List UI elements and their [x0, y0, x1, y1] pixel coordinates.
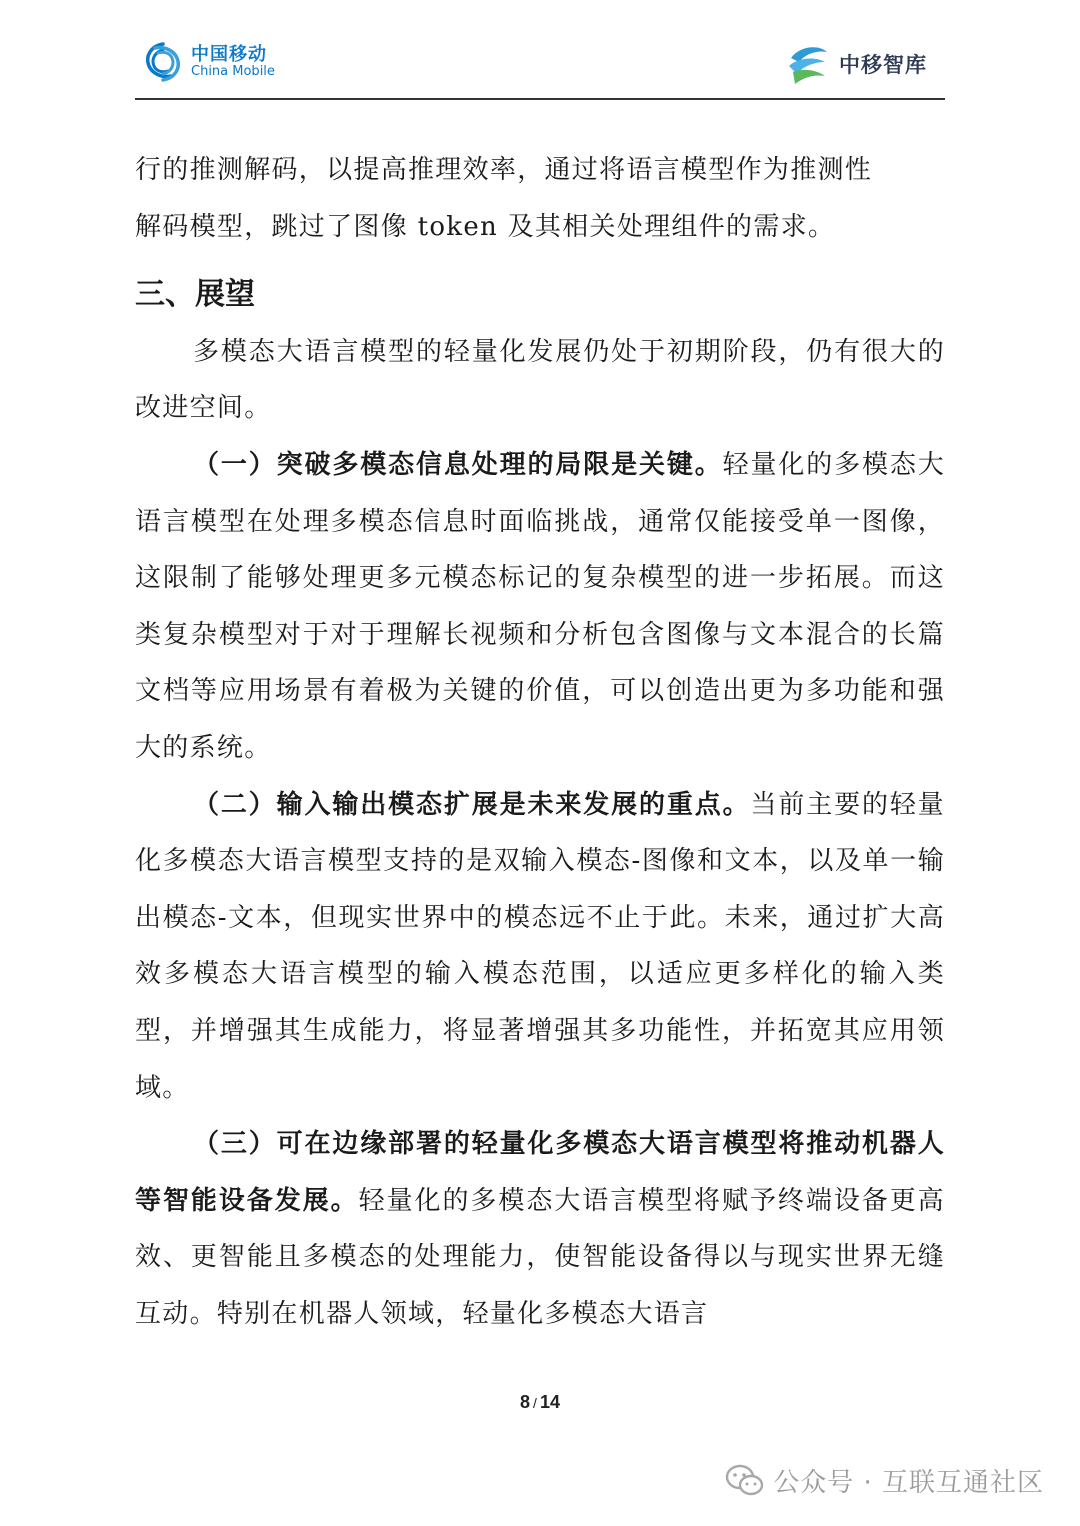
- page-total: 14: [539, 1392, 560, 1412]
- zhongyi-zhiku-logo-text: 中移智库: [839, 53, 927, 77]
- china-mobile-logo-en: China Mobile: [191, 63, 275, 79]
- point-2-text: 当前主要的轻量化多模态大语言模型支持的是双输入模态-图像和文本，以及单一输出模态-文本，但现实世界中的模态远不止于此。未来，通过扩大高效多模态大语言模型的输入模态范围，以适应更多样化的输入类型，并增强其生成能力，将显著增强其多功能性，并拓宽其应用领域。: [135, 789, 945, 1103]
- zhongyi-zhiku-logo: [785, 42, 927, 86]
- paragraph-point-3: [135, 1116, 945, 1342]
- china-mobile-logo-icon: [141, 40, 185, 84]
- point-3-text: 轻量化的多模态大语言模型将赋予终端设备更高效、更智能且多模态的处理能力，使智能设备得以与现实世界无缝互动。特别在机器人领域，轻量化多模态大语言: [135, 1185, 945, 1329]
- page-current: 8: [520, 1392, 531, 1412]
- continued-line-1: 行的推测解码，以提高推理效率，通过将语言模型作为推测性: [135, 155, 873, 185]
- paragraph-continued: [135, 142, 945, 255]
- document-body: [135, 142, 945, 1342]
- china-mobile-logo-cn: 中国移动: [191, 43, 267, 65]
- point-1-title: （一）突破多模态信息处理的局限是关键。: [193, 449, 723, 480]
- wechat-watermark: [725, 1462, 1044, 1499]
- page-separator: /: [533, 1395, 537, 1411]
- paragraph-point-2: [135, 777, 945, 1117]
- point-3-title: （三）可在边缘部署的轻量化多模态大语言模型将推动机器人等智能设备发展。: [135, 1129, 945, 1216]
- continued-line-2: 解码模型，跳过了图像 token 及其相关处理组件的需求。: [135, 211, 836, 242]
- point-1-text: 轻量化的多模态大语言模型在处理多模态信息时面临挑战，通常仅能接受单一图像，这限制了能够处理更多元模态标记的复杂模型的进一步拓展。而这类复杂模型对于对于理解长视频和分析包含图像与文本混合的长篇文档等应用场景有着极为关键的价值，可以创造出更为多功能和强大的系统。: [135, 449, 946, 763]
- china-mobile-logo: [141, 40, 275, 84]
- section-heading: 三、展望: [135, 277, 255, 313]
- paragraph-point-1: [135, 437, 945, 777]
- wechat-icon: [725, 1464, 765, 1498]
- paragraph-outlook-intro: 多模态大语言模型的轻量化发展仍处于初期阶段，仍有很大的改进空间。: [135, 336, 945, 424]
- watermark-text: 公众号 · 互联互通社区: [773, 1468, 1044, 1498]
- page-header: [135, 30, 945, 100]
- point-2-title: （二）输入输出模态扩展是未来发展的重点。: [193, 789, 751, 820]
- zhongyi-zhiku-logo-icon: [785, 42, 833, 86]
- page-number: [0, 1392, 1080, 1413]
